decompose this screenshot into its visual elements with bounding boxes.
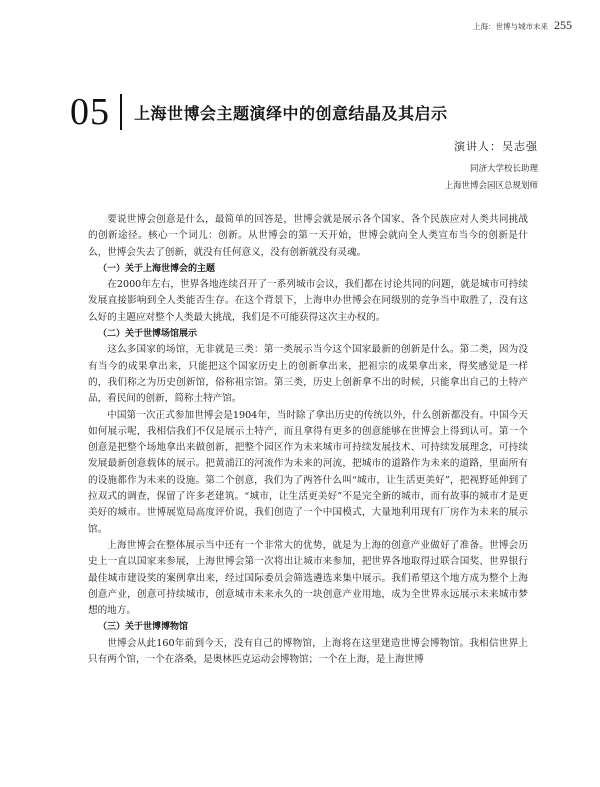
speaker-affiliation-2: 上海世博会园区总规划师 [444, 181, 538, 191]
paragraph-theme: 在2000年左右，世界各地连续召开了一系列城市会议，我们都在讨论共同的问题，就是城市可持续发展直接影响到全人类能否生存。在这个背景下，上海申办世博会在同级别的竞争当中取胜了，没有这么好的主题应对整个人类最大挑战，我们是不可能获得这次主办权的。 [88, 279, 528, 323]
paragraph-china-participation: 中国第一次正式参加世博会是1904年，当时除了拿出历史的传统以外，什么创新都没有。中国今天如何展示呢，我相信我们不仅是展示土特产，而且拿得有更多的创意能够在世博会上得到认可。第一个创意是把整个场地拿出来做创新，把整个园区作为未来城市可持续发展技术、可持续发展理念，可持续发展最新创意载体的展示。把黄浦江的河流作为未来的河流，把城市的道路作为未来的道路，里面所有的设施都作为未来的设施。第二个创意，我们为了两答什么叫“城市，让生活更美好”，把视野延伸到了拉双式的调查，保留了许多老建筑。“城市，让生活更美好”不是完全新的城市，而有故事的城市才是更美好的城市。世博展览局高度评价说，我们创造了一个中国模式，大量地利用现有厂房作为未来的展示馆。 [88, 409, 528, 535]
section-heading-theme: （一）关于上海世博会的主题 [98, 263, 216, 274]
page-number: 255 [554, 18, 572, 32]
speaker-block [444, 138, 538, 191]
speaker-affiliation-1: 同济大学校长助理 [469, 164, 538, 174]
section-heading-museum: （三）关于世博博物馆 [98, 622, 189, 633]
speaker-name: 演讲人：吴志强 [454, 140, 538, 153]
paragraph-creative-industry: 上海世博会在整体展示当中还有一个非常大的优势，就是为上海的创意产业做好了准备。世博会历史上一直以国家来参展，上海世博会第一次将出让城市来参加，把世界各地取得过联合国奖、世界银行最佳城市建设奖的案例拿出来，经过国际委员会筛选遴选来集中展示。我们希望这个地方成为整个上海创意产业，创意可持续城市，创意城市未来永久的一块创意产业用地，成为全世界永远展示未来城市梦想的地方。 [88, 539, 528, 617]
running-header [473, 18, 572, 33]
chapter-title: 上海世博会主题演绎中的创意结晶及其启示 [134, 103, 448, 123]
chapter-number: 05 [70, 91, 110, 133]
paragraph-intro: 要说世博会创意是什么，最简单的回答是，世博会就是展示各个国家、各个民族应对人类共同挑战的创新途径。核心一个词儿：创新。从世博会的第一天开始，世博会就向全人类宣布当今的创新是什么，世博会失去了创新，就没有任何意义，没有创新就没有灵魂。 [88, 214, 528, 258]
chapter-heading [70, 92, 448, 132]
paragraph-museum: 世博会从此160年前到今天，没有自己的博物馆，上海将在这里建造世博会博物馆。我相信世界上只有两个馆，一个在洛桑，是奥林匹克运动会博物馆；一个在上海，是上海世博 [88, 637, 528, 666]
section-heading-pavilions: （二）关于世博场馆展示 [98, 329, 198, 340]
body-text [88, 212, 528, 668]
paragraph-pavilion-types: 这么多国家的场馆，无非就是三类：第一类展示当今这个国家最新的创新是什么。第二类，因为没有当今的成果拿出来，只能把这个国家历史上的创新拿出来，把祖宗的成果拿出来，得奖感觉是一样的，我们称之为历史创新馆，俗称祖宗馆。第三类，历史上创新拿不出的时候，只能拿出自己的土特产品，看民间的创新，简称土特产馆。 [88, 344, 528, 405]
running-header-title: 上海：世博与城市未来 [473, 22, 548, 31]
chapter-divider [120, 94, 122, 130]
